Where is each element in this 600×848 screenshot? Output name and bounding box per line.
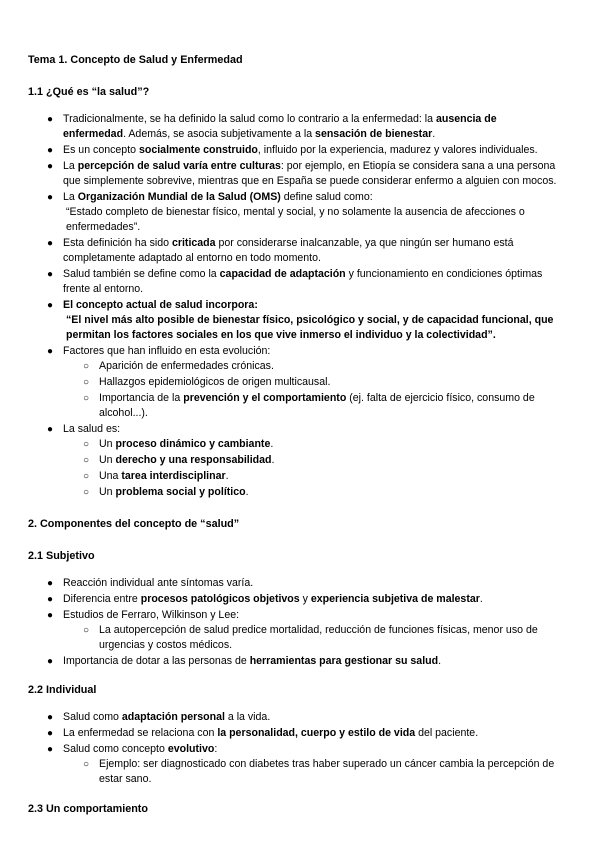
section-heading-1-1: 1.1 ¿Qué es “la salud”? [28, 86, 150, 98]
list-item: ● El concepto actual de salud incorpora: “El nivel más alto posible de bienestar físico, psicológico y social, y de capacidad funcional, que permitan los factores sociales en los que vive inmerso el individuo y la colectividad”. [0, 298, 560, 343]
sub-bullet-icon: ○ [83, 487, 90, 498]
list-item: ● Tradicionalmente, se ha definido la salud como lo contrario a la enfermedad: la ausencia de enfermedad. Además, se asocia subjetivamente a la sensación de bienestar. [47, 113, 497, 140]
bullet-icon: ● [47, 300, 54, 311]
sub-list-item: ○ La autopercepción de salud predice mortalidad, reducción de funciones físicas, menor uso de urgencias y costos médicos. [83, 624, 538, 651]
list-item: ● Salud también se define como la capacidad de adaptación y funcionamiento en condiciones óptimas frente al entorno. [47, 268, 543, 295]
sub-list [63, 757, 560, 787]
sub-list-item: ○ Una tarea interdisciplinar. [83, 470, 229, 482]
list-item: ● La Organización Mundial de la Salud (OMS) define salud como: “Estado completo de bienestar físico, mental y social, y no solamente la ausencia de afecciones o enfermedades”. [0, 190, 560, 235]
sub-bullet-icon: ○ [83, 759, 90, 770]
bullet-icon: ● [47, 744, 54, 755]
oms-definition-quote: “Estado completo de bienestar físico, mental y social, y no solamente la ausencia de afecciones o enfermedades”. [66, 206, 525, 233]
sub-list-item: ○ Importancia de la prevención y el comportamiento (ej. falta de ejercicio físico, consumo de alcohol...). [83, 392, 535, 419]
sub-bullet-icon: ○ [83, 439, 90, 450]
bullet-icon: ● [47, 114, 54, 125]
list-section-2-1 [0, 576, 600, 669]
sub-bullet-icon: ○ [83, 625, 90, 636]
list-item: ● Diferencia entre procesos patológicos objetivos y experiencia subjetiva de malestar. [47, 593, 483, 605]
sub-list-item: ○ Hallazgos epidemiológicos de origen multicausal. [83, 376, 331, 388]
sub-bullet-icon: ○ [83, 455, 90, 466]
list-item: ● Salud como adaptación personal a la vida. [47, 711, 271, 723]
sub-list-item: ○ Un proceso dinámico y cambiante. [83, 438, 274, 450]
sub-list [63, 437, 560, 500]
bullet-icon: ● [47, 346, 54, 357]
sub-list-item: ○ Un derecho y una responsabilidad. [83, 454, 275, 466]
list-item: ● La enfermedad se relaciona con la personalidad, cuerpo y estilo de vida del paciente. [47, 727, 479, 739]
section-heading-2-1: 2.1 Subjetivo [28, 550, 95, 562]
sub-list [63, 359, 560, 421]
bullet-icon: ● [47, 238, 54, 249]
bullet-icon: ● [47, 578, 54, 589]
sub-list-item: ○ Aparición de enfermedades crónicas. [83, 360, 274, 372]
bullet-icon: ● [47, 712, 54, 723]
list-item: ● Salud como concepto evolutivo: ○ Ejemplo: ser diagnosticado con diabetes tras haber superado un cáncer cambia la percepción de estar sano. [0, 742, 560, 787]
sub-bullet-icon: ○ [83, 361, 90, 372]
list-item: ● Es un concepto socialmente construido, influido por la experiencia, madurez y valores individuales. [47, 144, 538, 156]
bullet-icon: ● [47, 594, 54, 605]
list-item: ● La percepción de salud varía entre culturas: por ejemplo, en Etiopía se considera sana a una persona que simplemente sobrevive, mientras que en España se puede considerar enfermo a alguien con mocos. [47, 160, 557, 187]
bullet-icon: ● [47, 192, 54, 203]
bullet-icon: ● [47, 161, 54, 172]
sub-list [63, 623, 560, 653]
sub-list-item: ○ Ejemplo: ser diagnosticado con diabetes tras haber superado un cáncer cambia la percepción de estar sano. [83, 758, 555, 785]
list-item: ● Reacción individual ante síntomas varía. [47, 577, 254, 589]
current-definition-quote: “El nivel más alto posible de bienestar físico, psicológico y social, y de capacidad funcional, que permitan los factores sociales en los que vive inmerso el individuo y la colectividad”. [66, 314, 554, 341]
bullet-icon: ● [47, 145, 54, 156]
sub-bullet-icon: ○ [83, 393, 90, 404]
bullet-icon: ● [47, 728, 54, 739]
document-title: Tema 1. Concepto de Salud y Enfermedad [28, 54, 243, 66]
bullet-icon: ● [47, 610, 54, 621]
bullet-icon: ● [47, 424, 54, 435]
list-section-2-2 [0, 710, 600, 787]
list-item: ● Factores que han influido en esta evolución: ○ Aparición de enfermedades crónicas. ○ Hallazgos epidemiológicos de origen multicausal. ○ Importancia de la prevención y el comportamiento (ej. falta de ejercicio físico, consumo de alcohol...). [0, 344, 560, 421]
sub-list-item: ○ Un problema social y político. [83, 486, 249, 498]
list-item: ● Estudios de Ferraro, Wilkinson y Lee: ○ La autopercepción de salud predice mortalidad, reducción de funciones físicas, menor uso de urgencias y costos médicos. [0, 608, 560, 653]
section-heading-2: 2. Componentes del concepto de “salud” [28, 518, 240, 530]
section-heading-2-2: 2.2 Individual [28, 684, 97, 696]
list-item: ● La salud es: ○ Un proceso dinámico y cambiante. ○ Un derecho y una responsabilidad. ○ Una tarea interdisciplinar. ○ Un problema social y político. [0, 422, 560, 500]
list-item: ● Esta definición ha sido criticada por considerarse inalcanzable, ya que ningún ser humano está completamente adaptado al entorno en todo momento. [47, 237, 514, 264]
list-item: ● Importancia de dotar a las personas de herramientas para gestionar su salud. [47, 655, 442, 667]
section-heading-2-3: 2.3 Un comportamiento [28, 803, 148, 815]
sub-bullet-icon: ○ [83, 377, 90, 388]
bullet-icon: ● [47, 656, 54, 667]
sub-bullet-icon: ○ [83, 471, 90, 482]
bullet-icon: ● [47, 269, 54, 280]
list-section-1-1 [0, 112, 600, 500]
